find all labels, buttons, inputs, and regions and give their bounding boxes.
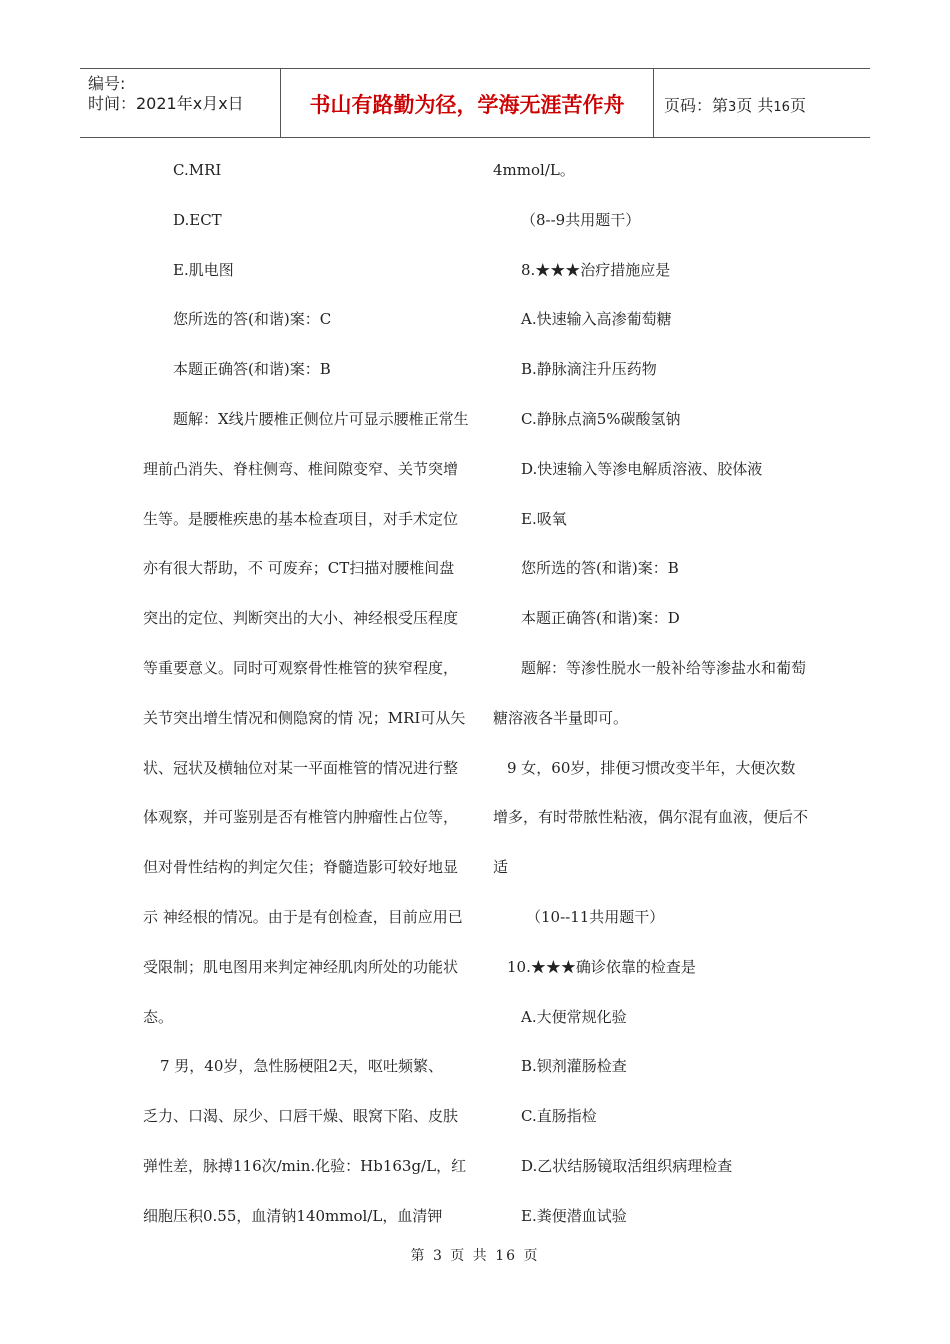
page-mid: 页 共 bbox=[736, 96, 774, 115]
text-line: 题解：X线片腰椎正侧位片可显示腰椎正常生 bbox=[173, 409, 469, 428]
text-line: D.乙状结肠镜取活组织病理检查 bbox=[521, 1156, 733, 1175]
text-line: 关节突出增生情况和侧隐窝的情 况；MRI可从矢 bbox=[143, 708, 466, 727]
text-line: C.静脉点滴5%碳酸氢钠 bbox=[521, 409, 681, 428]
right-column bbox=[490, 150, 820, 1246]
text-line: 本题正确答(和谐)案：B bbox=[173, 360, 331, 379]
text-line: 本题正确答(和谐)案：D bbox=[521, 609, 680, 628]
text-line: 7 男，40岁，急性肠梗阻2天，呕吐频繁、 bbox=[160, 1057, 443, 1076]
text-line: 亦有很大帮助，不 可废弃；CT扫描对腰椎间盘 bbox=[143, 559, 455, 578]
text-line: D.ECT bbox=[173, 210, 222, 229]
page-indicator bbox=[664, 93, 806, 116]
text-line: 受限制；肌电图用来判定神经肌肉所处的功能状 bbox=[143, 957, 459, 976]
text-line: E.肌电图 bbox=[173, 260, 234, 279]
header-meta-cell bbox=[80, 69, 281, 137]
page-number: 3 bbox=[728, 100, 737, 115]
text-line: 您所选的答(和谐)案：C bbox=[173, 310, 332, 329]
text-line: A.大便常规化验 bbox=[521, 1007, 627, 1026]
text-line: 态。 bbox=[143, 1007, 174, 1026]
page-prefix: 页码：第 bbox=[664, 96, 729, 115]
text-line: 弹性差，脉搏116次/min.化验：Hb163g/L，红 bbox=[143, 1156, 467, 1175]
doc-number-label: 编号: bbox=[88, 74, 126, 93]
text-line: 8.★★★治疗措施应是 bbox=[521, 260, 671, 279]
page-header bbox=[80, 68, 870, 138]
text-line: 等重要意义。同时可观察骨性椎管的狭窄程度， bbox=[143, 658, 459, 677]
text-line: （8--9共用题干） bbox=[521, 210, 641, 229]
text-line: B.静脉滴注升压药物 bbox=[521, 360, 657, 379]
text-line: 题解：等渗性脱水一般补给等渗盐水和葡萄 bbox=[521, 658, 807, 677]
text-line: 您所选的答(和谐)案：B bbox=[521, 559, 679, 578]
text-line: 细胞压积0.55，血清钠140mmol/L，血清钾 bbox=[143, 1206, 443, 1225]
text-line: 9 女，60岁，排便习惯改变半年，大便次数 bbox=[507, 758, 796, 777]
text-line: 突出的定位、判断突出的大小、神经根受压程度 bbox=[143, 609, 459, 628]
text-line: 示 神经根的情况。由于是有创检查，目前应用已 bbox=[143, 907, 463, 926]
page-suffix: 页 bbox=[789, 96, 806, 115]
text-line: 状、冠状及横轴位对某一平面椎管的情况进行整 bbox=[143, 758, 459, 777]
text-line: 10.★★★确诊依靠的检查是 bbox=[507, 957, 696, 976]
header-page-cell bbox=[654, 69, 870, 137]
doc-time-label: 时间：2021年x月x日 bbox=[88, 94, 244, 113]
text-line: 糖溶液各半量即可。 bbox=[493, 708, 629, 727]
page-total: 16 bbox=[773, 100, 790, 115]
text-line: C.直肠指检 bbox=[521, 1107, 597, 1126]
text-line: （10--11共用题干） bbox=[526, 907, 665, 926]
page-footer: 第 3 页 共 16 页 bbox=[410, 1248, 540, 1264]
text-line: 增多，有时带脓性粘液，偶尔混有血液，便后不 bbox=[493, 808, 809, 827]
text-line: A.快速输入高渗葡萄糖 bbox=[521, 310, 672, 329]
header-motto-cell bbox=[281, 69, 654, 137]
text-line: D.快速输入等渗电解质溶液、胶体液 bbox=[521, 459, 763, 478]
left-column bbox=[143, 150, 469, 1246]
header-motto: 书山有路勤为径，学海无涯苦作舟 bbox=[309, 93, 625, 117]
text-line: 4mmol/L。 bbox=[493, 161, 575, 179]
text-line: 生等。是腰椎疾患的基本检查项目，对手术定位 bbox=[143, 509, 459, 528]
text-line: 适 bbox=[493, 858, 509, 877]
text-line: E.吸氧 bbox=[521, 509, 567, 528]
text-line: 体观察，并可鉴别是否有椎管内肿瘤性占位等， bbox=[143, 808, 459, 827]
text-line: C.MRI bbox=[173, 161, 222, 179]
text-line: B.钡剂灌肠检查 bbox=[521, 1057, 627, 1076]
text-line: 理前凸消失、脊柱侧弯、椎间隙变窄、关节突增 bbox=[143, 459, 459, 478]
text-line: 但对骨性结构的判定欠佳；脊髓造影可较好地显 bbox=[143, 858, 459, 877]
text-line: E.粪便潜血试验 bbox=[521, 1206, 627, 1225]
text-line: 乏力、口渴、尿少、口唇干燥、眼窝下陷、皮肤 bbox=[143, 1107, 459, 1126]
